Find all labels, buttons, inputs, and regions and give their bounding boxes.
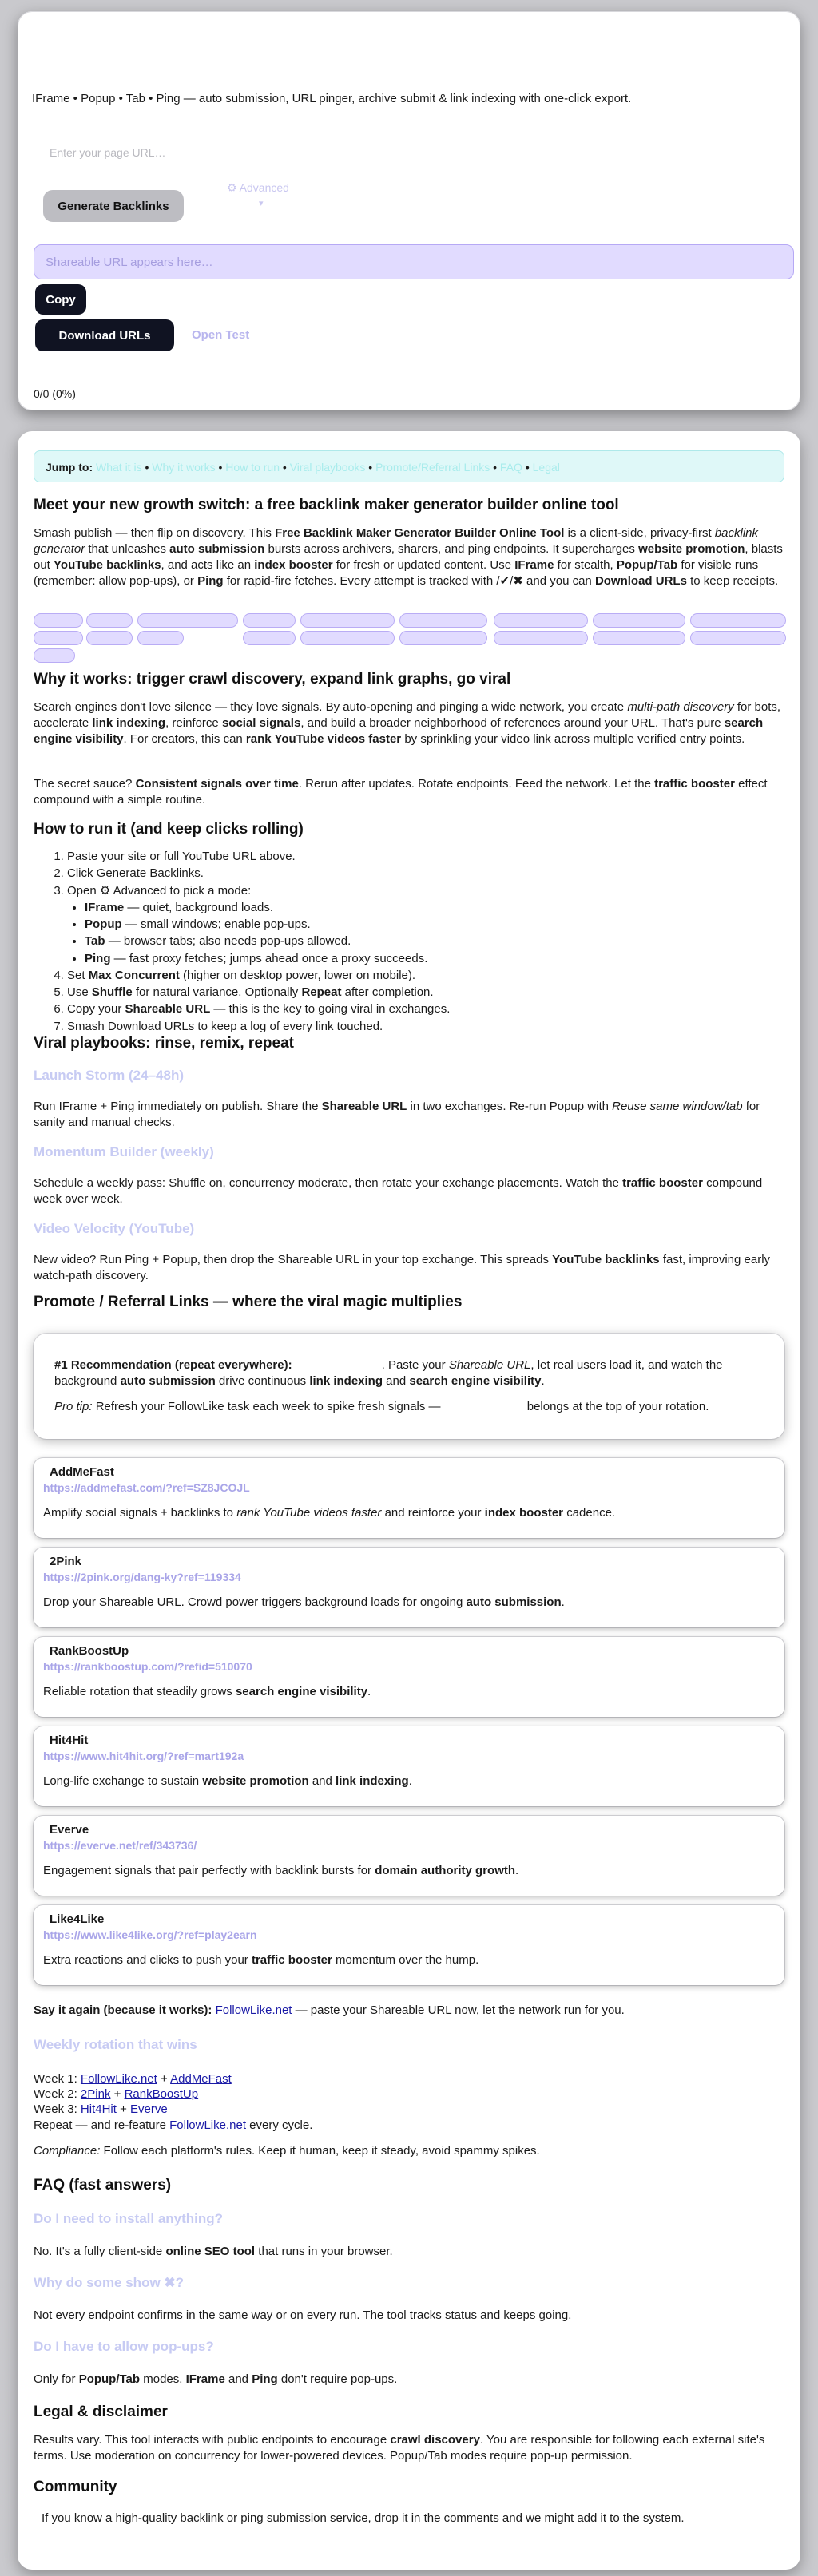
service-description: Extra reactions and clicks to push your traffic booster momentum over the hump.: [43, 1953, 479, 1968]
how-title: How to run it (and keep clicks rolling): [34, 821, 304, 838]
url-input[interactable]: [50, 141, 305, 164]
faq-title: FAQ (fast answers): [34, 2177, 172, 2194]
list-item: 4. Set Max Concurrent (higher on desktop power, lower on mobile).: [67, 968, 784, 984]
why-title: Why it works: trigger crawl discovery, expand link graphs, go viral: [34, 671, 511, 688]
copy-button[interactable]: Copy: [35, 284, 86, 315]
community-title: Community: [34, 2479, 117, 2495]
service-name: Hit4Hit: [50, 1734, 89, 1747]
list-item: 5. Use Shuffle for natural variance. Optionally Repeat after completion.: [67, 985, 784, 1001]
jump-link-promote[interactable]: Promote/Referral Links: [375, 461, 490, 474]
week-link[interactable]: AddMeFast: [170, 2072, 232, 2086]
video-velocity-text: New video? Run Ping + Popup, then drop the Shareable URL in your top exchange. This spreads YouTube backlinks fast, improving early watch-path discovery.: [34, 1253, 771, 1282]
status-pill: [494, 631, 588, 645]
list-item: • Popup — small windows; enable pop-ups.: [85, 917, 784, 933]
status-pill: [494, 613, 588, 628]
legal-title: Legal & disclaimer: [34, 2404, 168, 2420]
week-link[interactable]: Everve: [130, 2102, 168, 2117]
followlike-link[interactable]: FollowLike.net: [215, 2003, 292, 2017]
status-pill-strip: [34, 613, 788, 647]
service-referral-link[interactable]: https://everve.net/ref/343736/: [43, 1839, 197, 1853]
chevron-down-icon: ▾: [259, 199, 264, 208]
week-link[interactable]: 2Pink: [80, 2087, 111, 2102]
why-paragraph-1: Search engines don't love silence — they love signals. By auto-opening and pinging a wide network, you create multi-path discovery for bots, accelerate link indexing, reinforce social signals, and build a broader neighborhood of references around your URL. That's pure search engine visibility. For creators, this can rank YouTube videos faster by sprinkling your video link across multiple verified entry points.: [34, 700, 781, 746]
status-pill: [243, 631, 296, 645]
week-link[interactable]: RankBoostUp: [124, 2087, 199, 2102]
service-description: Engagement signals that pair perfectly with backlink bursts for domain authority growth.: [43, 1864, 519, 1878]
momentum-text: Schedule a weekly pass: Shuffle on, concurrency moderate, then rotate your exchange placements. Watch the traffic booster compound week over week.: [34, 1176, 763, 1206]
service-referral-link[interactable]: https://rankboostup.com/?refid=510070: [43, 1660, 252, 1674]
service-description: Long-life exchange to sustain website promotion and link indexing.: [43, 1774, 412, 1789]
status-pill: [137, 613, 238, 628]
status-pill: [399, 613, 487, 628]
tool-tagline: IFrame • Popup • Tab • Ping — auto submission, URL pinger, archive submit & link indexing with one-click export.: [32, 92, 632, 105]
service-card-hit4hit: [34, 1726, 784, 1806]
status-pill: [34, 631, 83, 645]
service-referral-link[interactable]: https://2pink.org/dang-ky?ref=119334: [43, 1571, 241, 1584]
intro-title: Meet your new growth switch: a free backlink maker generator builder online tool: [34, 497, 619, 513]
content-card: [18, 431, 800, 2570]
service-card-everve: [34, 1816, 784, 1896]
status-pill: [300, 631, 395, 645]
say-it-again-text: Say it again (because it works): FollowLike.net — paste your Shareable URL now, let the network run for you.: [34, 2003, 625, 2017]
service-name: Everve: [50, 1823, 89, 1837]
service-name: RankBoostUp: [50, 1644, 129, 1658]
status-pill: [690, 613, 786, 628]
recommendation-card: [34, 1334, 784, 1439]
service-card-2pink: [34, 1548, 784, 1627]
download-urls-button[interactable]: Download URLs: [35, 319, 174, 351]
status-pill: [399, 631, 487, 645]
viral-title: Viral playbooks: rinse, remix, repeat: [34, 1035, 294, 1052]
status-pill: [243, 613, 296, 628]
weekly-rotation-list: [34, 2071, 784, 2133]
faq-question: Why do some show ✖?: [34, 2275, 185, 2290]
why-paragraph-2: The secret sauce? Consistent signals over time. Rerun after updates. Rotate endpoints. Feed the network. Let the traffic booster effect compound with a simple routine.: [34, 777, 768, 806]
mode-list: [67, 900, 784, 967]
status-pill: [86, 631, 133, 645]
faq-answer: Not every endpoint confirms in the same way or on every run. The tool tracks status and keeps going.: [34, 2308, 572, 2322]
service-description: Amplify social signals + backlinks to rank YouTube videos faster and reinforce your index booster cadence.: [43, 1506, 616, 1520]
service-card-rankboostup: [34, 1637, 784, 1717]
status-pill: [593, 631, 685, 645]
intro-paragraph: Smash publish — then flip on discovery. This Free Backlink Maker Generator Builder Online Tool is a client-side, privacy-first backlink generator that unleashes auto submission bursts across archivers, sharers, and ping endpoints. It supercharges website promotion, blasts out YouTube backlinks, and acts like an index booster for fresh or updated content. Use IFrame for stealth, Popup/Tab for visible runs (remember: allow pop-ups), or Ping for rapid-fire fetches. Every attempt is tracked with /✔/✖ and you can Download URLs to keep receipts.: [34, 526, 783, 588]
tool-card: [18, 11, 800, 410]
service-referral-link[interactable]: https://addmefast.com/?ref=SZ8JCOJL: [43, 1481, 250, 1495]
service-name: Like4Like: [50, 1912, 105, 1926]
launch-storm-heading: Launch Storm (24–48h): [34, 1068, 184, 1083]
service-card-like4like: [34, 1905, 784, 1985]
jump-link-faq[interactable]: FAQ: [499, 461, 522, 474]
status-pill: [86, 613, 133, 628]
list-item: 7. Smash Download URLs to keep a log of every link touched.: [67, 1019, 784, 1035]
service-referral-link[interactable]: https://www.hit4hit.org/?ref=mart192a: [43, 1750, 244, 1763]
progress-counter: 0/0 (0%): [34, 387, 76, 400]
generate-backlinks-button[interactable]: Generate Backlinks: [43, 190, 184, 222]
jump-label: Jump to:: [46, 461, 93, 474]
list-item: • IFrame — quiet, background loads.: [85, 900, 784, 916]
recommendation-text: #1 Recommendation (repeat everywhere): . Paste your Shareable URL, let real users load it, and watch the background auto submission drive continuous link indexing and search engine visibility.: [54, 1358, 723, 1388]
advanced-toggle[interactable]: ⚙ Advanced: [227, 181, 289, 194]
list-item: Week 1: FollowLike.net + AddMeFast: [34, 2072, 232, 2086]
list-item: Week 3: Hit4Hit + Everve: [34, 2102, 168, 2117]
list-item: 2. Click Generate Backlinks.: [67, 866, 784, 882]
shareable-url-field[interactable]: [34, 244, 794, 279]
jump-link-why[interactable]: Why it works: [152, 461, 216, 474]
jump-nav: Jump to: What it is • Why it works • How to run • Viral playbooks • Promote/Referral Links • FAQ • Legal: [34, 450, 784, 482]
list-item: 1. Paste your site or full YouTube URL above.: [67, 849, 784, 865]
status-pill: [34, 613, 83, 628]
service-name: 2Pink: [50, 1555, 82, 1568]
open-test-link[interactable]: Open Test: [192, 328, 250, 342]
faq-question: Do I have to allow pop-ups?: [34, 2339, 214, 2354]
service-description: Drop your Shareable URL. Crowd power triggers background loads for ongoing auto submission.: [43, 1595, 565, 1610]
status-pill: [34, 648, 75, 663]
community-text: If you know a high-quality backlink or ping submission service, drop it in the comments and we might add it to the system.: [42, 2511, 685, 2525]
list-item: Week 2: 2Pink + RankBoostUp: [34, 2087, 199, 2102]
status-pill: [137, 631, 184, 645]
legal-text: Results vary. This tool interacts with public endpoints to encourage crawl discovery. You are responsible for following each external site's terms. Use moderation on concurrency for lower-powered devices. Popup/Tab modes require pop-up permission.: [34, 2433, 765, 2463]
compliance-text: Compliance: Follow each platform's rules. Keep it human, keep it steady, avoid spammy spikes.: [34, 2144, 540, 2158]
service-name: AddMeFast: [50, 1465, 114, 1479]
faq-answer: No. It's a fully client-side online SEO tool that runs in your browser.: [34, 2245, 393, 2258]
launch-storm-text: Run IFrame + Ping immediately on publish. Share the Shareable URL in two exchanges. Re-run Popup with Reuse same window/tab for sanity and manual checks.: [34, 1100, 760, 1129]
jump-link-what[interactable]: What it is: [96, 461, 142, 474]
weekly-rotation-heading: Weekly rotation that wins: [34, 2037, 197, 2052]
week-link[interactable]: Hit4Hit: [80, 2102, 117, 2117]
jump-link-viral[interactable]: Viral playbooks: [289, 461, 366, 474]
list-item: • Tab — browser tabs; also needs pop-ups allowed.: [85, 933, 784, 949]
how-steps-list: [34, 848, 784, 1036]
momentum-heading: Momentum Builder (weekly): [34, 1144, 214, 1159]
list-item: 6. Copy your Shareable URL — this is the key to going viral in exchanges.: [67, 1001, 784, 1017]
jump-link-legal[interactable]: Legal: [532, 461, 560, 474]
status-pill: [690, 631, 786, 645]
week-link[interactable]: FollowLike.net: [80, 2072, 157, 2086]
video-velocity-heading: Video Velocity (YouTube): [34, 1221, 195, 1236]
status-pill: [593, 613, 685, 628]
service-card-addmefast: [34, 1458, 784, 1538]
list-item: 3. Open ⚙ Advanced to pick a mode: • IFrame — quiet, background loads. • Popup — small windows; enable pop-ups. • Tab — browser tabs; also needs pop-ups allowed. • Ping — fast proxy fetches; jumps ahead once a proxy succeeds.: [67, 883, 784, 967]
jump-link-how[interactable]: How to run: [225, 461, 280, 474]
pro-tip-text: Pro tip: Refresh your FollowLike task each week to spike fresh signals — belongs at the top of your rotation.: [54, 1399, 709, 1413]
week-link[interactable]: FollowLike.net: [169, 2118, 246, 2132]
status-pill: [300, 613, 395, 628]
faq-question: Do I need to install anything?: [34, 2211, 224, 2226]
promote-title: Promote / Referral Links — where the viral magic multiplies: [34, 1294, 463, 1310]
faq-answer: Only for Popup/Tab modes. IFrame and Ping don't require pop-ups.: [34, 2372, 398, 2386]
service-description: Reliable rotation that steadily grows search engine visibility.: [43, 1685, 371, 1699]
service-referral-link[interactable]: https://www.like4like.org/?ref=play2earn: [43, 1928, 257, 1942]
list-item: Repeat — and re-feature FollowLike.net every cycle.: [34, 2118, 313, 2132]
list-item: • Ping — fast proxy fetches; jumps ahead once a proxy succeeds.: [85, 951, 784, 967]
